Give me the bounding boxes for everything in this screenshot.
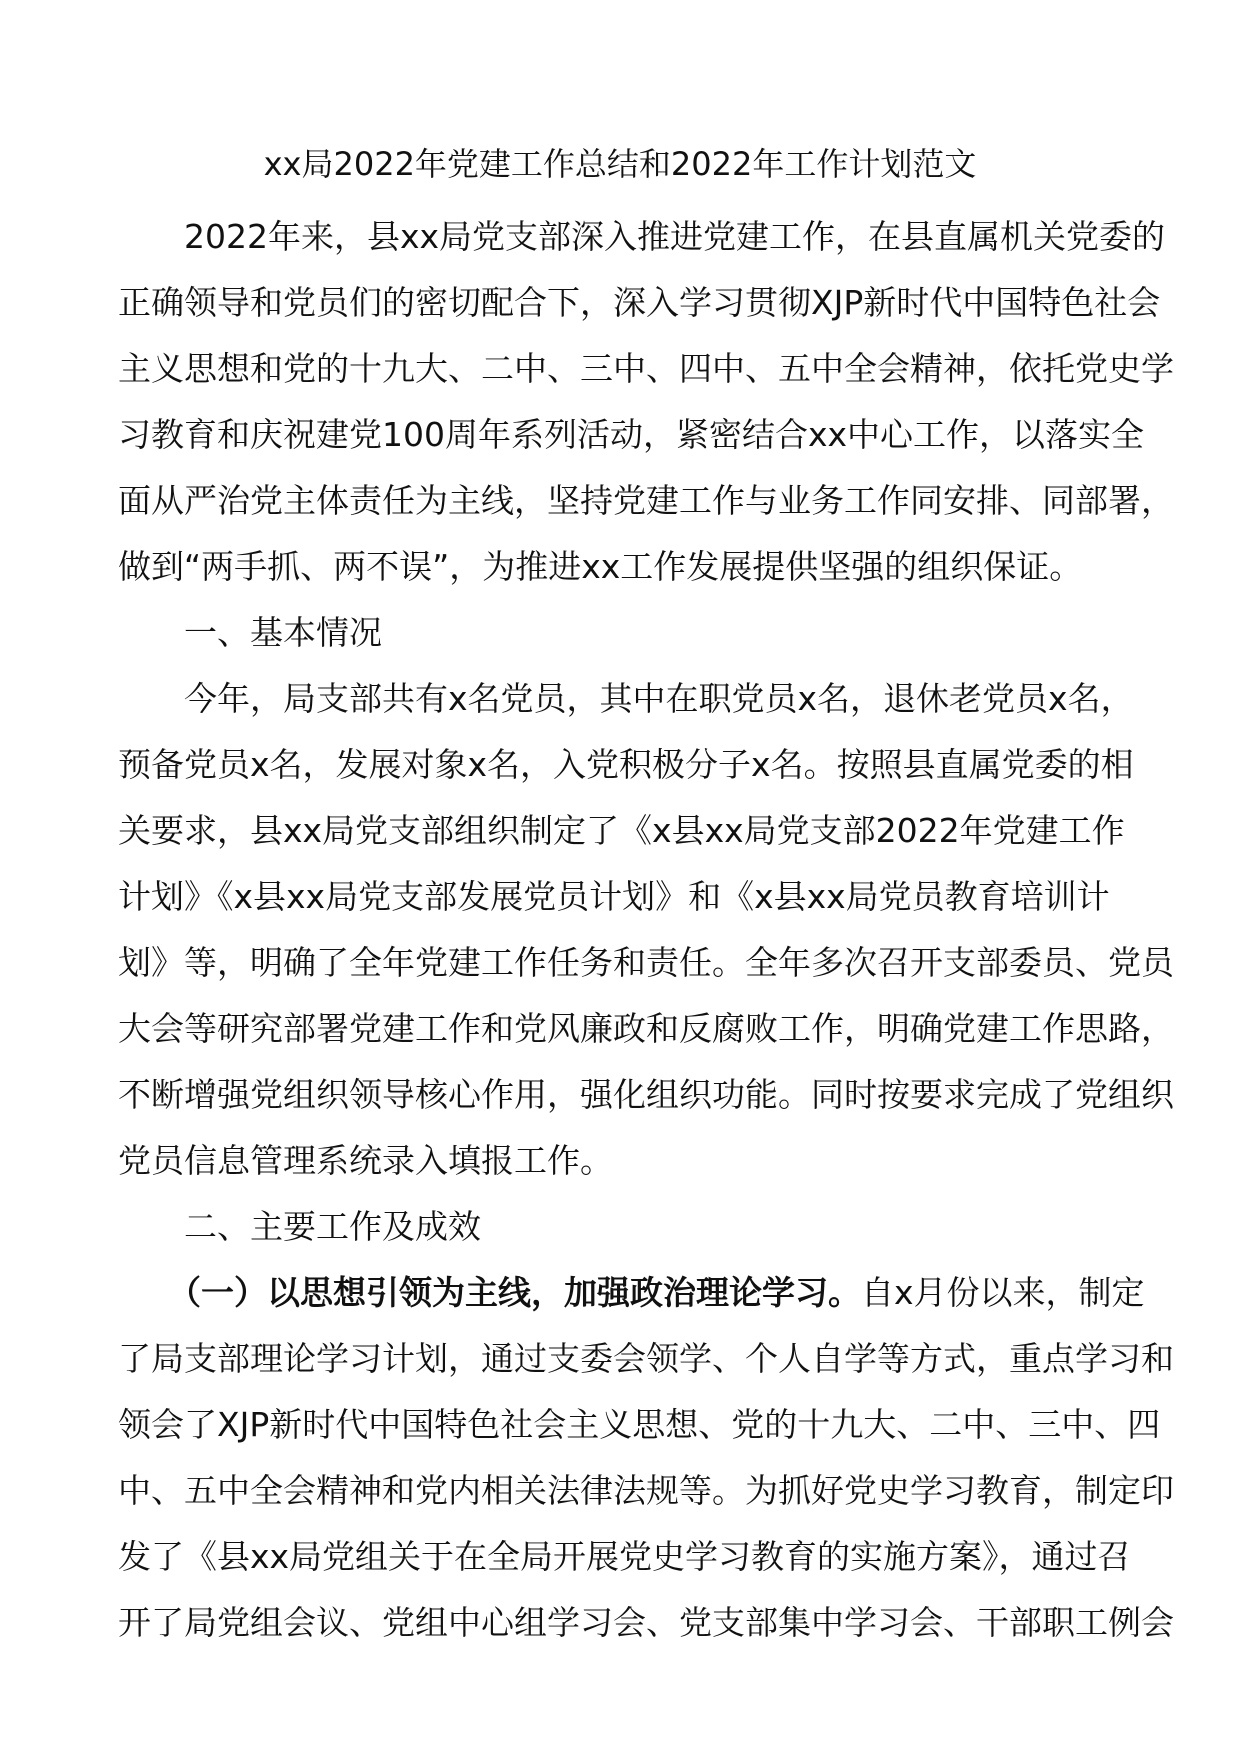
section1-paragraph (118, 666, 1174, 1194)
intro-line: 习教育和庆祝建党100周年系列活动，紧密结合xx中心工作，以落实全 (118, 415, 1145, 454)
section-heading-basic: 一、基本情况 (184, 613, 382, 652)
section2-sub1-line: 领会了XJP新时代中国特色社会主义思想、党的十九大、二中、三中、四 (118, 1405, 1161, 1444)
subheading-ideology: （一）以思想引领为主线，加强政治理论学习。 (168, 1273, 861, 1312)
section1-line: 计划》《x县xx局党支部发展党员计划》和《x县xx局党员教育培训计 (118, 877, 1110, 916)
intro-paragraph (118, 204, 1174, 600)
section2-sub1-line-rest: 自x月份以来，制定 (861, 1273, 1145, 1312)
section1-line: 党员信息管理系统录入填报工作。 (118, 1141, 613, 1180)
intro-line: 2022年来，县xx局党支部深入推进党建工作，在县直属机关党委的 (184, 217, 1166, 256)
intro-line: 做到“两手抓、两不误”，为推进xx工作发展提供坚强的组织保证。 (118, 547, 1083, 586)
document-title: xx局2022年党建工作总结和2022年工作计划范文 (263, 145, 977, 183)
section2-sub1-line: 开了局党组会议、党组中心组学习会、党支部集中学习会、干部职工例会 (118, 1603, 1174, 1642)
section1-line: 划》等，明确了全年党建工作任务和责任。全年多次召开支部委员、党员 (118, 943, 1174, 982)
document-body (118, 204, 1174, 1656)
intro-line: 面从严治党主体责任为主线，坚持党建工作与业务工作同安排、同部署， (118, 481, 1174, 520)
section2-sub1-line: 中、五中全会精神和党内相关法律法规等。为抓好党史学习教育，制定印 (118, 1471, 1174, 1510)
intro-line: 正确领导和党员们的密切配合下，深入学习贯彻XJP新时代中国特色社会 (118, 283, 1161, 322)
section2-sub1-line: 发了《县xx局党组关于在全局开展党史学习教育的实施方案》，通过召 (118, 1537, 1131, 1576)
intro-line: 主义思想和党的十九大、二中、三中、四中、五中全会精神，依托党史学 (118, 349, 1174, 388)
section1-line: 关要求，县xx局党支部组织制定了《x县xx局党支部2022年党建工作 (118, 811, 1125, 850)
section2-sub1-paragraph (118, 1260, 1174, 1656)
section1-line: 预备党员x名，发展对象x名，入党积极分子x名。按照县直属党委的相 (118, 745, 1134, 784)
section1-line: 今年，局支部共有x名党员，其中在职党员x名，退休老党员x名， (184, 679, 1134, 718)
section1-line: 大会等研究部署党建工作和党风廉政和反腐败工作，明确党建工作思路， (118, 1009, 1174, 1048)
section2-sub1-first-line (118, 1260, 1145, 1326)
section-heading-main-work: 二、主要工作及成效 (184, 1207, 481, 1246)
section2-sub1-line: 了局支部理论学习计划，通过支委会领学、个人自学等方式，重点学习和 (118, 1339, 1174, 1378)
section1-line: 不断增强党组织领导核心作用，强化组织功能。同时按要求完成了党组织 (118, 1075, 1174, 1114)
